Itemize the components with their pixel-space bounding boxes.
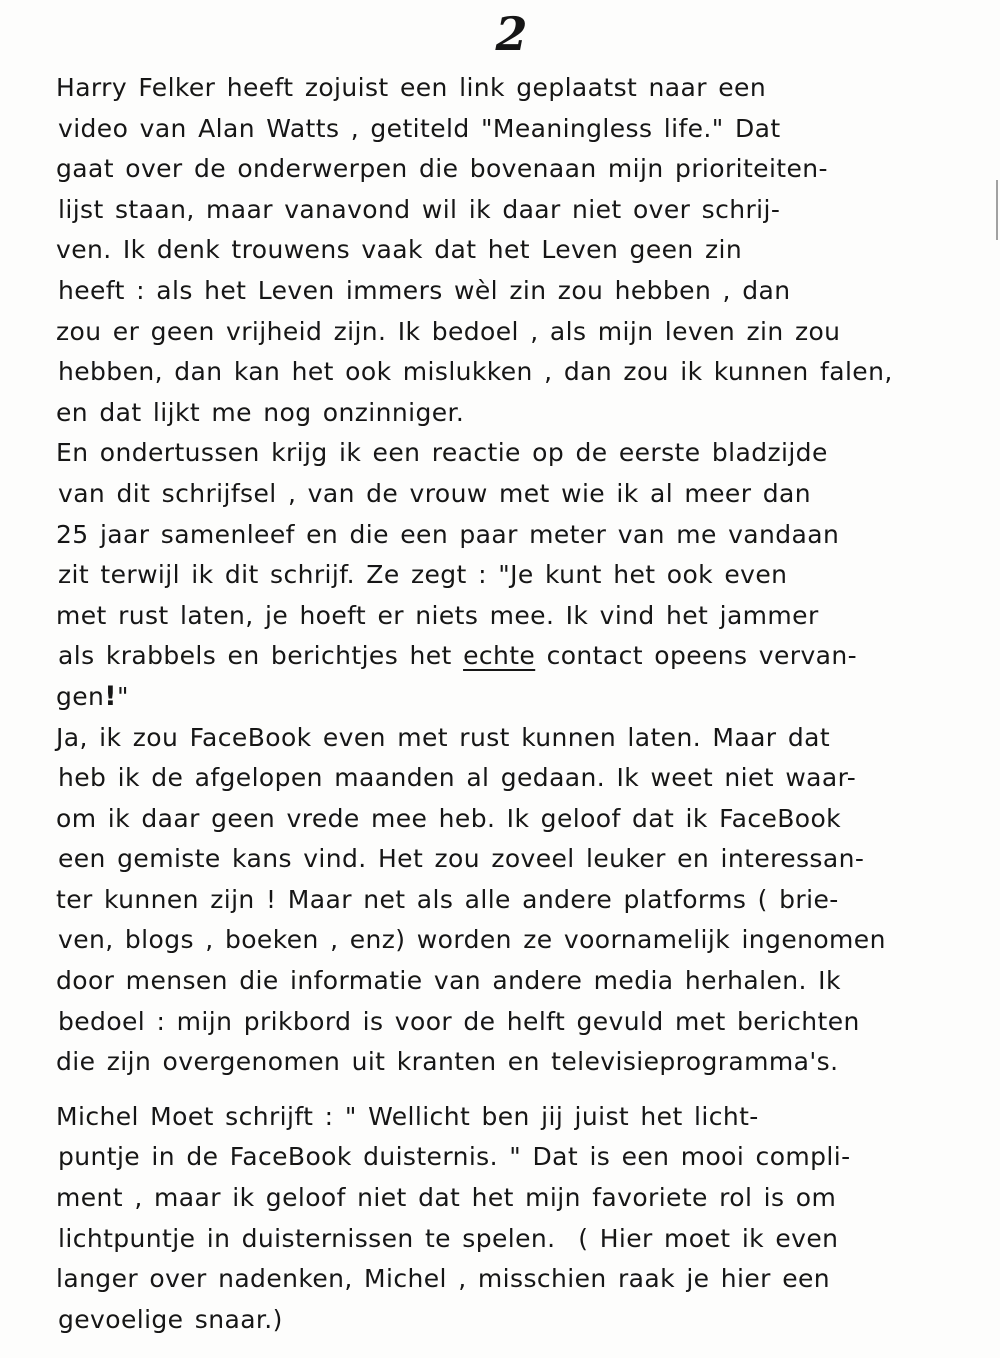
text-segment: contact opeens vervan- xyxy=(535,641,858,671)
text-line-with-underline xyxy=(58,636,956,677)
text-line: gevoelige snaar.) xyxy=(58,1304,283,1334)
bold-exclamation: ! xyxy=(104,680,118,712)
text-line: heb ik de afgelopen maanden al gedaan. Ik weet niet waar- xyxy=(58,763,857,793)
scan-artifact xyxy=(996,180,998,240)
text-line: En ondertussen krijg ik een reactie op de eerste bladzijde xyxy=(56,438,828,468)
paragraph-life-meaning xyxy=(56,68,954,433)
underlined-word-echte: echte xyxy=(463,641,536,671)
text-line: ven, blogs , boeken , enz) worden ze voornamelijk ingenomen xyxy=(58,925,886,955)
text-line: zit terwijl ik dit schrijf. Ze zegt : "Je kunt het ook even xyxy=(58,560,788,590)
text-line: door mensen die informatie van andere media herhalen. Ik xyxy=(56,966,841,996)
text-line: gaat over de onderwerpen die bovenaan mijn prioriteiten- xyxy=(56,154,828,184)
text-line: lijst staan, maar vanavond wil ik daar niet over schrij- xyxy=(58,194,781,224)
text-line: heeft : als het Leven immers wèl zin zou hebben , dan xyxy=(58,275,791,305)
text-line: van dit schrijfsel , van de vrouw met wie ik al meer dan xyxy=(58,478,811,508)
page-number: 2 xyxy=(495,7,529,61)
text-line: 25 jaar samenleef en die een paar meter van me vandaan xyxy=(56,519,840,549)
text-line: lichtpuntje in duisternissen te spelen. ( Hier moet ik even xyxy=(58,1223,839,1253)
text-line: Michel Moet schrijft : " Wellicht ben jij juist het licht- xyxy=(56,1101,759,1131)
text-line: een gemiste kans vind. Het zou zoveel leuker en interessan- xyxy=(58,844,865,874)
paragraph-facebook-missed-chance xyxy=(56,718,954,1083)
text-line: langer over nadenken, Michel , misschien raak je hier een xyxy=(56,1264,830,1294)
paragraph-michel-moet xyxy=(56,1097,954,1341)
text-line: Ja, ik zou FaceBook even met rust kunnen laten. Maar dat xyxy=(56,722,831,752)
text-line: om ik daar geen vrede mee heb. Ik geloof dat ik FaceBook xyxy=(56,803,842,833)
text-line: ment , maar ik geloof niet dat het mijn favoriete rol is om xyxy=(56,1183,837,1213)
text-segment: " xyxy=(117,681,129,711)
text-line: hebben, dan kan het ook mislukken , dan zou ik kunnen falen, xyxy=(58,357,893,387)
text-line: die zijn overgenomen uit kranten en televisieprogramma's. xyxy=(56,1047,839,1077)
text-segment: als krabbels en berichtjes het xyxy=(58,641,464,671)
manuscript-text xyxy=(56,68,954,1340)
text-line: met rust laten, je hoeft er niets mee. Ik vind het jammer xyxy=(56,600,819,630)
text-segment: gen xyxy=(56,681,105,711)
text-line: puntje in de FaceBook duisternis. " Dat is een mooi compli- xyxy=(58,1142,851,1172)
text-line: Harry Felker heeft zojuist een link geplaatst naar een xyxy=(56,73,767,102)
text-line: zou er geen vrijheid zijn. Ik bedoel , als mijn leven zin zou xyxy=(56,316,841,346)
text-line: ter kunnen zijn ! Maar net als alle andere platforms ( brie- xyxy=(56,884,839,914)
text-line: en dat lijkt me nog onzinniger. xyxy=(56,397,465,427)
text-line-quote-end xyxy=(56,677,954,718)
text-line: video van Alan Watts , getiteld "Meaningless life." Dat xyxy=(58,113,781,143)
text-line: bedoel : mijn prikbord is voor de helft gevuld met berichten xyxy=(58,1006,860,1036)
paragraph-wife-reaction xyxy=(56,433,954,717)
text-line: ven. Ik denk trouwens vaak dat het Leven geen zin xyxy=(56,235,743,265)
